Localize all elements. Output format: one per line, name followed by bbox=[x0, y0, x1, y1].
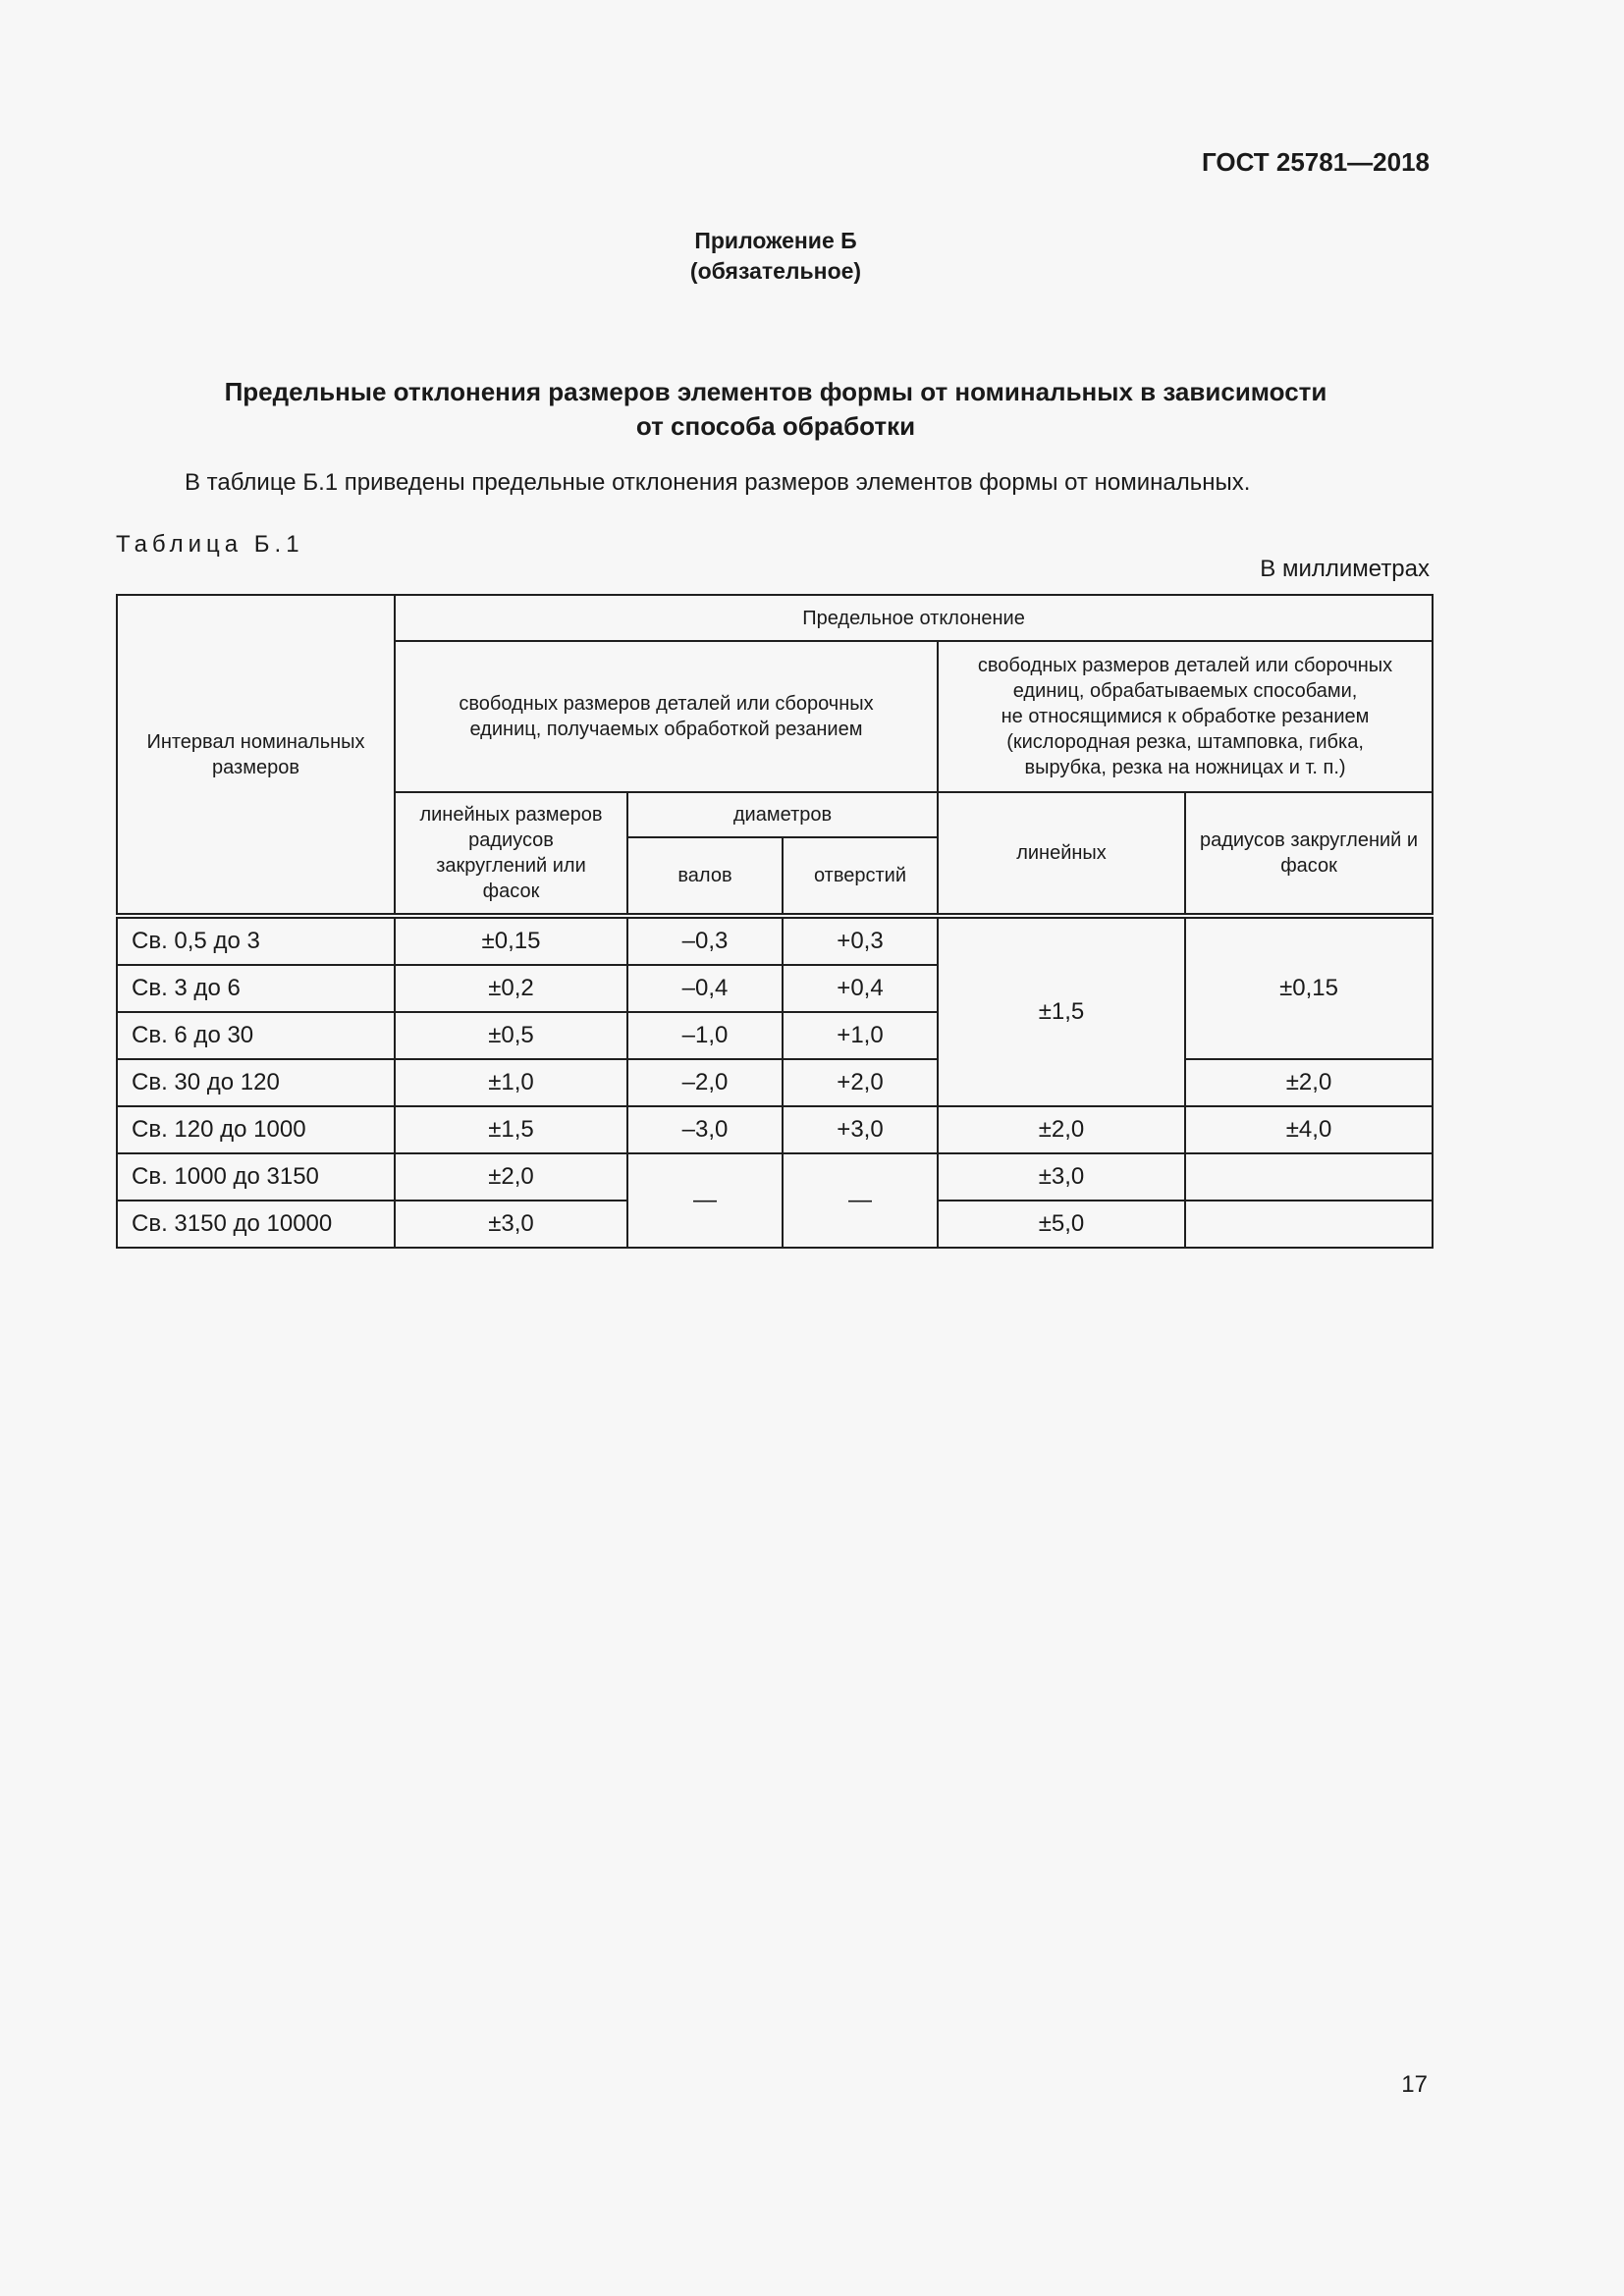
header-noncutting-line: вырубка, резка на ножницах и т. п.) bbox=[1024, 757, 1346, 778]
cell-linear-radii: ±1,5 bbox=[395, 1106, 627, 1153]
cell-linear-radii: ±3,0 bbox=[395, 1201, 627, 1248]
table-caption: Таблица Б.1 bbox=[116, 531, 304, 558]
cell-interval: Св. 30 до 120 bbox=[117, 1059, 395, 1106]
cell-holes: +0,4 bbox=[783, 965, 938, 1012]
header-noncutting-group bbox=[938, 641, 1433, 792]
page-number: 17 bbox=[1401, 2071, 1428, 2098]
deviation-table bbox=[116, 594, 1434, 1249]
header-noncutting-line: не относящимися к обработке резанием bbox=[1001, 706, 1370, 727]
table-row bbox=[117, 1106, 1433, 1153]
cell-shafts: –1,0 bbox=[627, 1012, 783, 1059]
cell-interval: Св. 3150 до 10000 bbox=[117, 1201, 395, 1248]
header-radii: радиусов закруглений и фасок bbox=[1185, 792, 1433, 916]
cell-linear-radii: ±1,0 bbox=[395, 1059, 627, 1106]
intro-paragraph: В таблице Б.1 приведены предельные отклонения размеров элементов формы от номинальных. bbox=[185, 469, 1251, 496]
cell-interval: Св. 1000 до 3150 bbox=[117, 1153, 395, 1201]
header-interval: Интервал номинальных размеров bbox=[117, 595, 395, 916]
header-cutting-group: свободных размеров деталей или сборочных единиц, получаемых обработкой резанием bbox=[395, 641, 938, 792]
header-diameters: диаметров bbox=[627, 792, 938, 837]
cell-radii bbox=[1185, 1201, 1433, 1248]
section-heading-line-2: от способа обработки bbox=[635, 411, 916, 441]
table-row bbox=[117, 1059, 1433, 1106]
cell-shafts: –3,0 bbox=[627, 1106, 783, 1153]
cell-linear: ±2,0 bbox=[938, 1106, 1185, 1153]
cell-linear-merged: ±1,5 bbox=[938, 916, 1185, 1106]
cell-radii bbox=[1185, 1153, 1433, 1201]
cell-interval: Св. 6 до 30 bbox=[117, 1012, 395, 1059]
appendix-status: (обязательное) bbox=[689, 258, 862, 284]
cell-linear: ±3,0 bbox=[938, 1153, 1185, 1201]
cell-shafts-merged: — bbox=[627, 1153, 783, 1248]
header-holes: отверстий bbox=[783, 837, 938, 916]
table-row bbox=[117, 1153, 1433, 1201]
appendix-title: Приложение Б bbox=[694, 228, 857, 253]
cell-radii: ±2,0 bbox=[1185, 1059, 1433, 1106]
cell-radii-merged: ±0,15 bbox=[1185, 916, 1433, 1059]
cell-shafts: –0,4 bbox=[627, 965, 783, 1012]
cell-interval: Св. 120 до 1000 bbox=[117, 1106, 395, 1153]
header-linear-radii: линейных размеров радиусов закруглений или фасок bbox=[395, 792, 627, 916]
appendix-title-block bbox=[0, 226, 1551, 287]
section-heading-line-1: Предельные отклонения размеров элементов формы от номинальных в зависимости bbox=[224, 377, 1327, 406]
cell-holes: +1,0 bbox=[783, 1012, 938, 1059]
header-noncutting-line: (кислородная резка, штамповка, гибка, bbox=[1006, 731, 1364, 753]
table-units: В миллиметрах bbox=[1260, 556, 1430, 582]
cell-interval: Св. 0,5 до 3 bbox=[117, 916, 395, 965]
cell-holes: +3,0 bbox=[783, 1106, 938, 1153]
cell-linear-radii: ±0,15 bbox=[395, 916, 627, 965]
cell-shafts: –0,3 bbox=[627, 916, 783, 965]
cell-holes: +2,0 bbox=[783, 1059, 938, 1106]
cell-shafts: –2,0 bbox=[627, 1059, 783, 1106]
header-noncutting-line: свободных размеров деталей или сборочных bbox=[977, 655, 1393, 676]
cell-linear-radii: ±2,0 bbox=[395, 1153, 627, 1201]
cell-holes: +0,3 bbox=[783, 916, 938, 965]
cell-interval: Св. 3 до 6 bbox=[117, 965, 395, 1012]
cell-holes-merged: — bbox=[783, 1153, 938, 1248]
header-noncutting-line: единиц, обрабатываемых способами, bbox=[1012, 680, 1358, 702]
header-linear: линейных bbox=[938, 792, 1185, 916]
cell-linear: ±5,0 bbox=[938, 1201, 1185, 1248]
header-limit-deviation: Предельное отклонение bbox=[395, 595, 1433, 641]
cell-linear-radii: ±0,2 bbox=[395, 965, 627, 1012]
section-heading bbox=[137, 375, 1414, 444]
table-row bbox=[117, 916, 1433, 965]
document-code: ГОСТ 25781—2018 bbox=[1202, 147, 1430, 177]
cell-linear-radii: ±0,5 bbox=[395, 1012, 627, 1059]
header-shafts: валов bbox=[627, 837, 783, 916]
cell-radii: ±4,0 bbox=[1185, 1106, 1433, 1153]
